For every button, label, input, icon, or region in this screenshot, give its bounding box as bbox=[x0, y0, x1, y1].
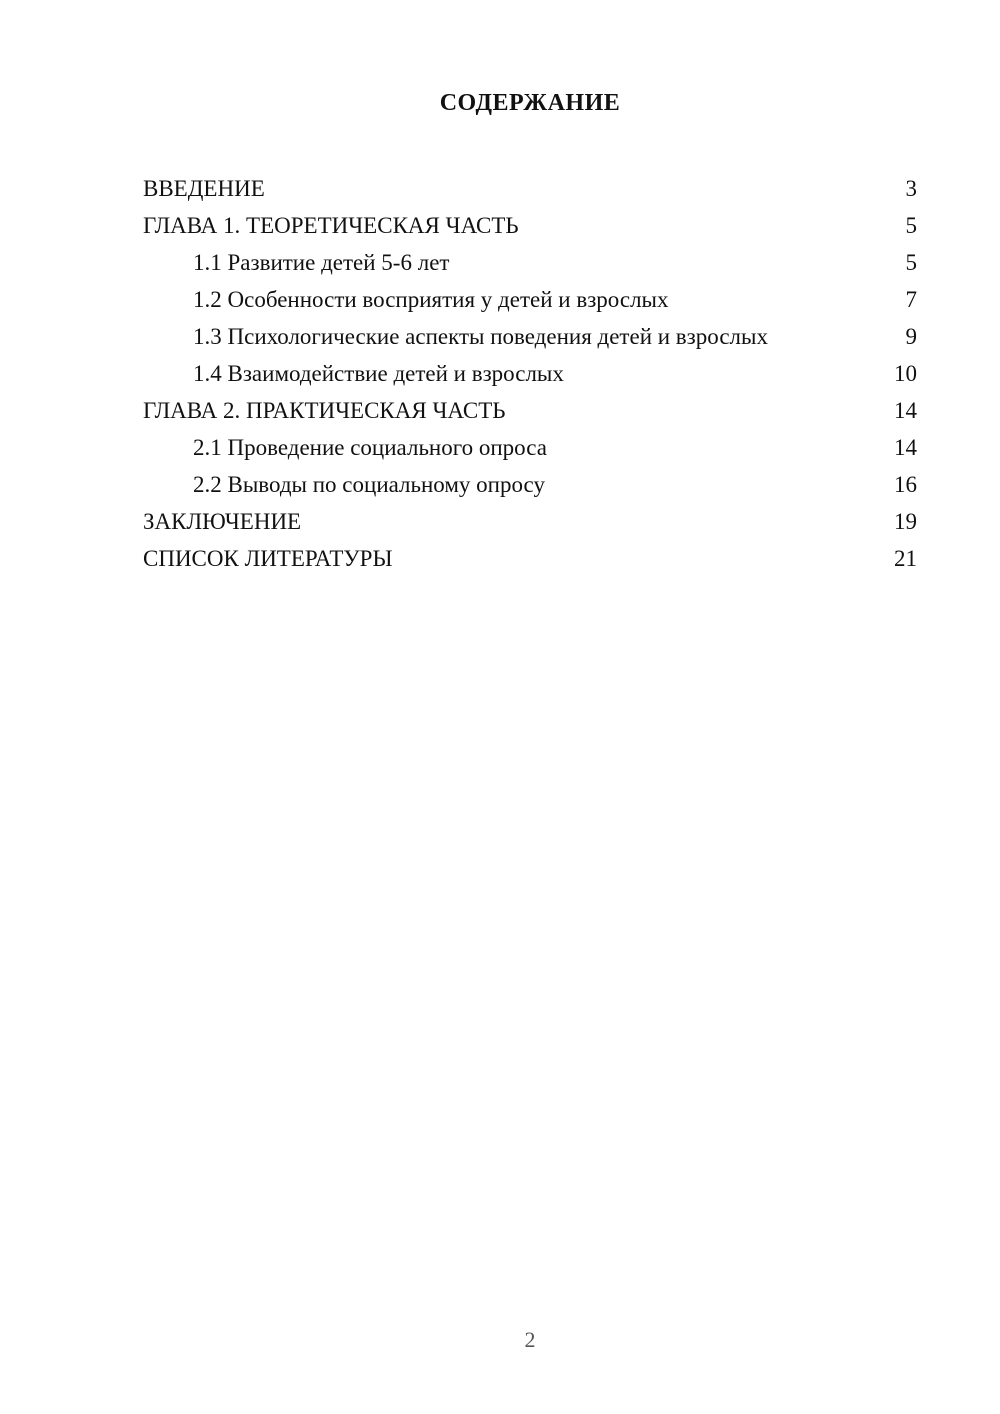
toc-entry-label: 1.1 Развитие детей 5-6 лет bbox=[193, 250, 450, 275]
toc-entry-label: СПИСОК ЛИТЕРАТУРЫ bbox=[143, 546, 393, 571]
toc-entry-section-1-2 bbox=[143, 281, 917, 318]
toc-entry-section-1-3 bbox=[143, 318, 917, 355]
toc-entry-section-1-1 bbox=[143, 244, 917, 281]
toc-entry-introduction bbox=[143, 170, 917, 207]
toc-entry-section-1-4 bbox=[143, 355, 917, 392]
toc-entry-page: 19 bbox=[894, 509, 917, 534]
toc-entry-page: 5 bbox=[905, 250, 917, 275]
toc-entry-page: 10 bbox=[894, 361, 917, 386]
toc-entry-label: 2.1 Проведение социального опроса bbox=[193, 435, 547, 460]
table-of-contents bbox=[143, 170, 917, 577]
page-title: СОДЕРЖАНИЕ bbox=[439, 90, 621, 116]
toc-entry-label: ГЛАВА 2. ПРАКТИЧЕСКАЯ ЧАСТЬ bbox=[143, 398, 506, 423]
toc-entry-page: 7 bbox=[905, 287, 917, 312]
toc-entry-label: ВВЕДЕНИЕ bbox=[143, 176, 265, 201]
page-number: 2 bbox=[524, 1327, 536, 1352]
toc-entry-label: 2.2 Выводы по социальному опросу bbox=[193, 472, 545, 497]
toc-entry-label: ЗАКЛЮЧЕНИЕ bbox=[143, 509, 302, 534]
toc-entry-conclusion bbox=[143, 503, 917, 540]
toc-entry-section-2-2 bbox=[143, 466, 917, 503]
toc-entry-label: 1.2 Особенности восприятия у детей и взрослых bbox=[193, 287, 669, 312]
toc-entry-chapter-2 bbox=[143, 392, 917, 429]
toc-entry-label: ГЛАВА 1. ТЕОРЕТИЧЕСКАЯ ЧАСТЬ bbox=[143, 213, 519, 238]
toc-entry-page: 14 bbox=[894, 398, 917, 423]
toc-entry-page: 21 bbox=[894, 546, 917, 571]
toc-entry-page: 14 bbox=[894, 435, 917, 460]
toc-entry-section-2-1 bbox=[143, 429, 917, 466]
toc-entry-page: 9 bbox=[905, 324, 917, 349]
toc-entry-page: 5 bbox=[905, 213, 917, 238]
toc-entry-page: 16 bbox=[894, 472, 917, 497]
toc-entry-label: 1.3 Психологические аспекты поведения детей и взрослых bbox=[193, 324, 768, 349]
toc-entry-label: 1.4 Взаимодействие детей и взрослых bbox=[193, 361, 564, 386]
toc-entry-page: 3 bbox=[905, 176, 917, 201]
toc-entry-chapter-1 bbox=[143, 207, 917, 244]
toc-entry-bibliography bbox=[143, 540, 917, 577]
